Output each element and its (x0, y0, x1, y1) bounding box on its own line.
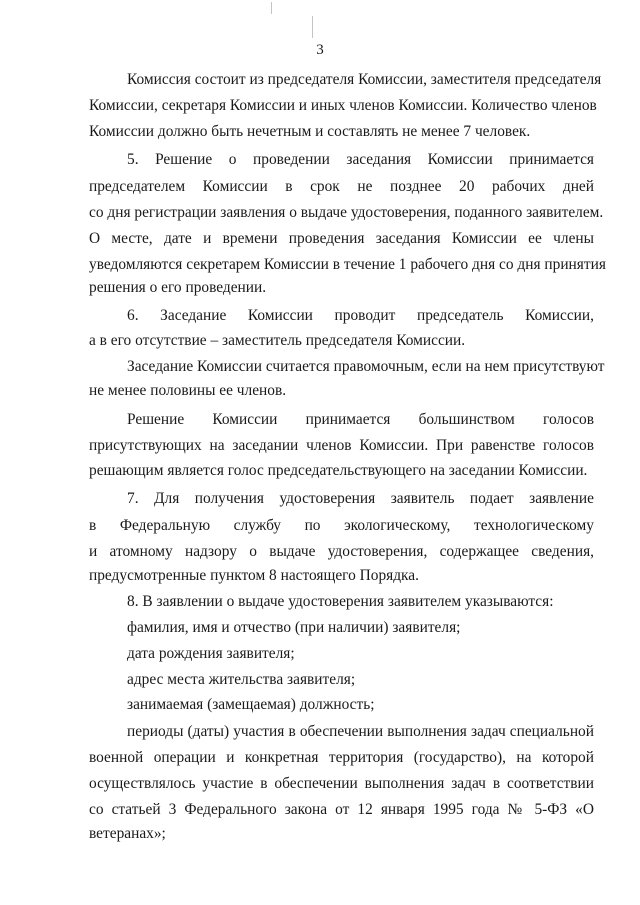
text-line: фамилия, имя и отчество (при наличии) заявителя; (127, 619, 461, 636)
text-line: не менее половины ее членов. (89, 382, 287, 399)
text-line: со дня регистрации заявления о выдаче удостоверения, поданного заявителем. (89, 204, 604, 221)
text-line: дата рождения заявителя; (127, 645, 295, 662)
text-line: ветеранах»; (89, 825, 166, 842)
text-line: в Федеральную службу по экологическому, технологическому (89, 517, 594, 534)
text-line: присутствующих на заседании членов Комиссии. При равенстве голосов (89, 437, 594, 454)
text-line: Комиссии, секретаря Комиссии и иных членов Комиссии. Количество членов (89, 97, 597, 114)
scan-mark (271, 2, 272, 14)
text-line: О месте, дате и времени проведения заседания Комиссии ее члены (89, 230, 594, 247)
scan-mark (312, 16, 313, 38)
text-line: Заседание Комиссии считается правомочным, если на нем присутствуют (127, 358, 605, 375)
text-line: 6. Заседание Комиссии проводит председатель Комиссии, (127, 307, 594, 324)
text-line: а в его отсутствие – заместитель председателя Комиссии. (89, 332, 466, 349)
text-line: занимаемая (замещаемая) должность; (127, 696, 375, 713)
text-line: со статьей 3 Федерального закона от 12 января 1995 года № 5-ФЗ «О (89, 801, 594, 818)
text-line: и атомному надзору о выдаче удостоверения, содержащее сведения, (89, 543, 594, 560)
text-line: Комиссия состоит из председателя Комиссии, заместителя председателя (127, 71, 602, 88)
text-line: решения о его проведении. (89, 279, 267, 296)
text-line: председателем Комиссии в срок не позднее 20 рабочих дней (89, 178, 594, 195)
text-line: решающим является голос председательствующего на заседании Комиссии. (89, 462, 588, 479)
text-line: Комиссии должно быть нечетным и составлять не менее 7 человек. (89, 123, 531, 140)
text-line: осуществлялось участие в обеспечении выполнения задач в соответствии (89, 775, 594, 792)
text-line: Решение Комиссии принимается большинством голосов (127, 411, 594, 428)
text-line: уведомляются секретарем Комиссии в течение 1 рабочего дня со дня принятия (89, 256, 606, 273)
text-line: предусмотренные пунктом 8 настоящего Порядка. (89, 567, 419, 584)
text-line: адрес места жительства заявителя; (127, 671, 356, 688)
text-line: 7. Для получения удостоверения заявитель подает заявление (127, 490, 594, 507)
text-line: 8. В заявлении о выдаче удостоверения заявителем указываются: (127, 593, 554, 610)
text-line: военной операции и конкретная территория (государство), на которой (89, 749, 594, 766)
text-line: периоды (даты) участия в обеспечении выполнения задач специальной (127, 723, 594, 740)
page-number: 3 (316, 42, 324, 58)
text-line: 5. Решение о проведении заседания Комиссии принимается (127, 151, 594, 168)
